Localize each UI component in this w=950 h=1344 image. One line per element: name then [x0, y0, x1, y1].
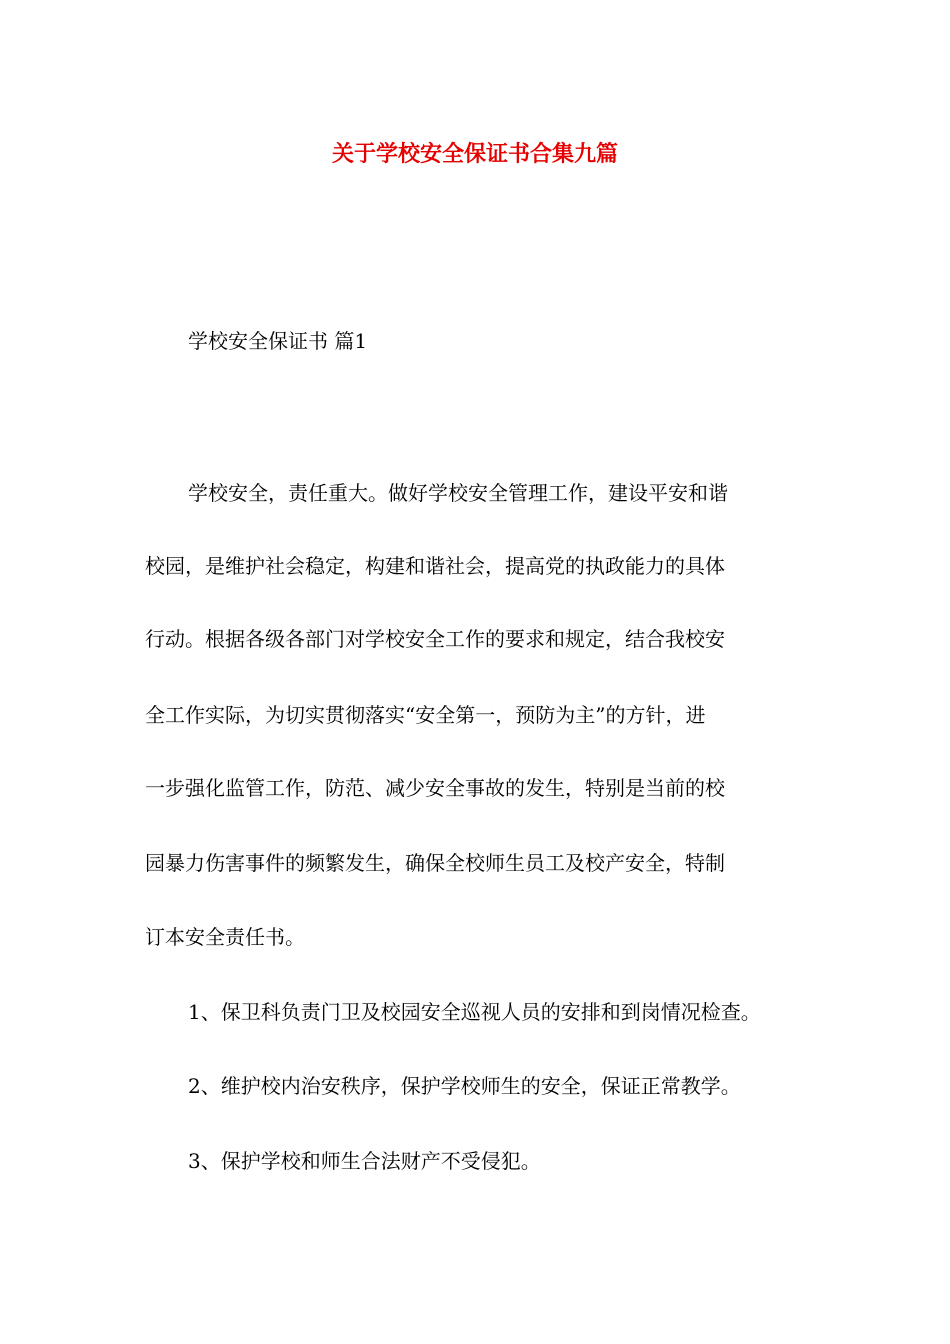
paragraph-line: 一步强化监管工作，防范、减少安全事故的发生，特别是当前的校	[145, 776, 725, 800]
paragraph-line: 行动。根据各级各部门对学校安全工作的要求和规定，结合我校安	[145, 627, 725, 651]
paragraph-line: 学校安全，责任重大。做好学校安全管理工作，建设平安和谐	[188, 481, 728, 505]
paragraph-line: 全工作实际，为切实贯彻落实“安全第一，预防为主”的方针，进	[145, 703, 706, 727]
list-item: 1、保卫科负责门卫及校园安全巡视人员的安排和到岗情况检查。	[188, 1000, 761, 1024]
paragraph-line: 校园，是维护社会稳定，构建和谐社会，提高党的执政能力的具体	[145, 554, 725, 578]
list-item: 3、保护学校和师生合法财产不受侵犯。	[188, 1149, 541, 1173]
list-item: 2、维护校内治安秩序，保护学校师生的安全，保证正常教学。	[188, 1074, 741, 1098]
paragraph-line: 订本安全责任书。	[145, 925, 305, 949]
document-title: 关于学校安全保证书合集九篇	[331, 141, 618, 167]
paragraph-line: 园暴力伤害事件的频繁发生，确保全校师生员工及校产安全，特制	[145, 851, 725, 875]
section-heading: 学校安全保证书 篇1	[188, 329, 368, 353]
